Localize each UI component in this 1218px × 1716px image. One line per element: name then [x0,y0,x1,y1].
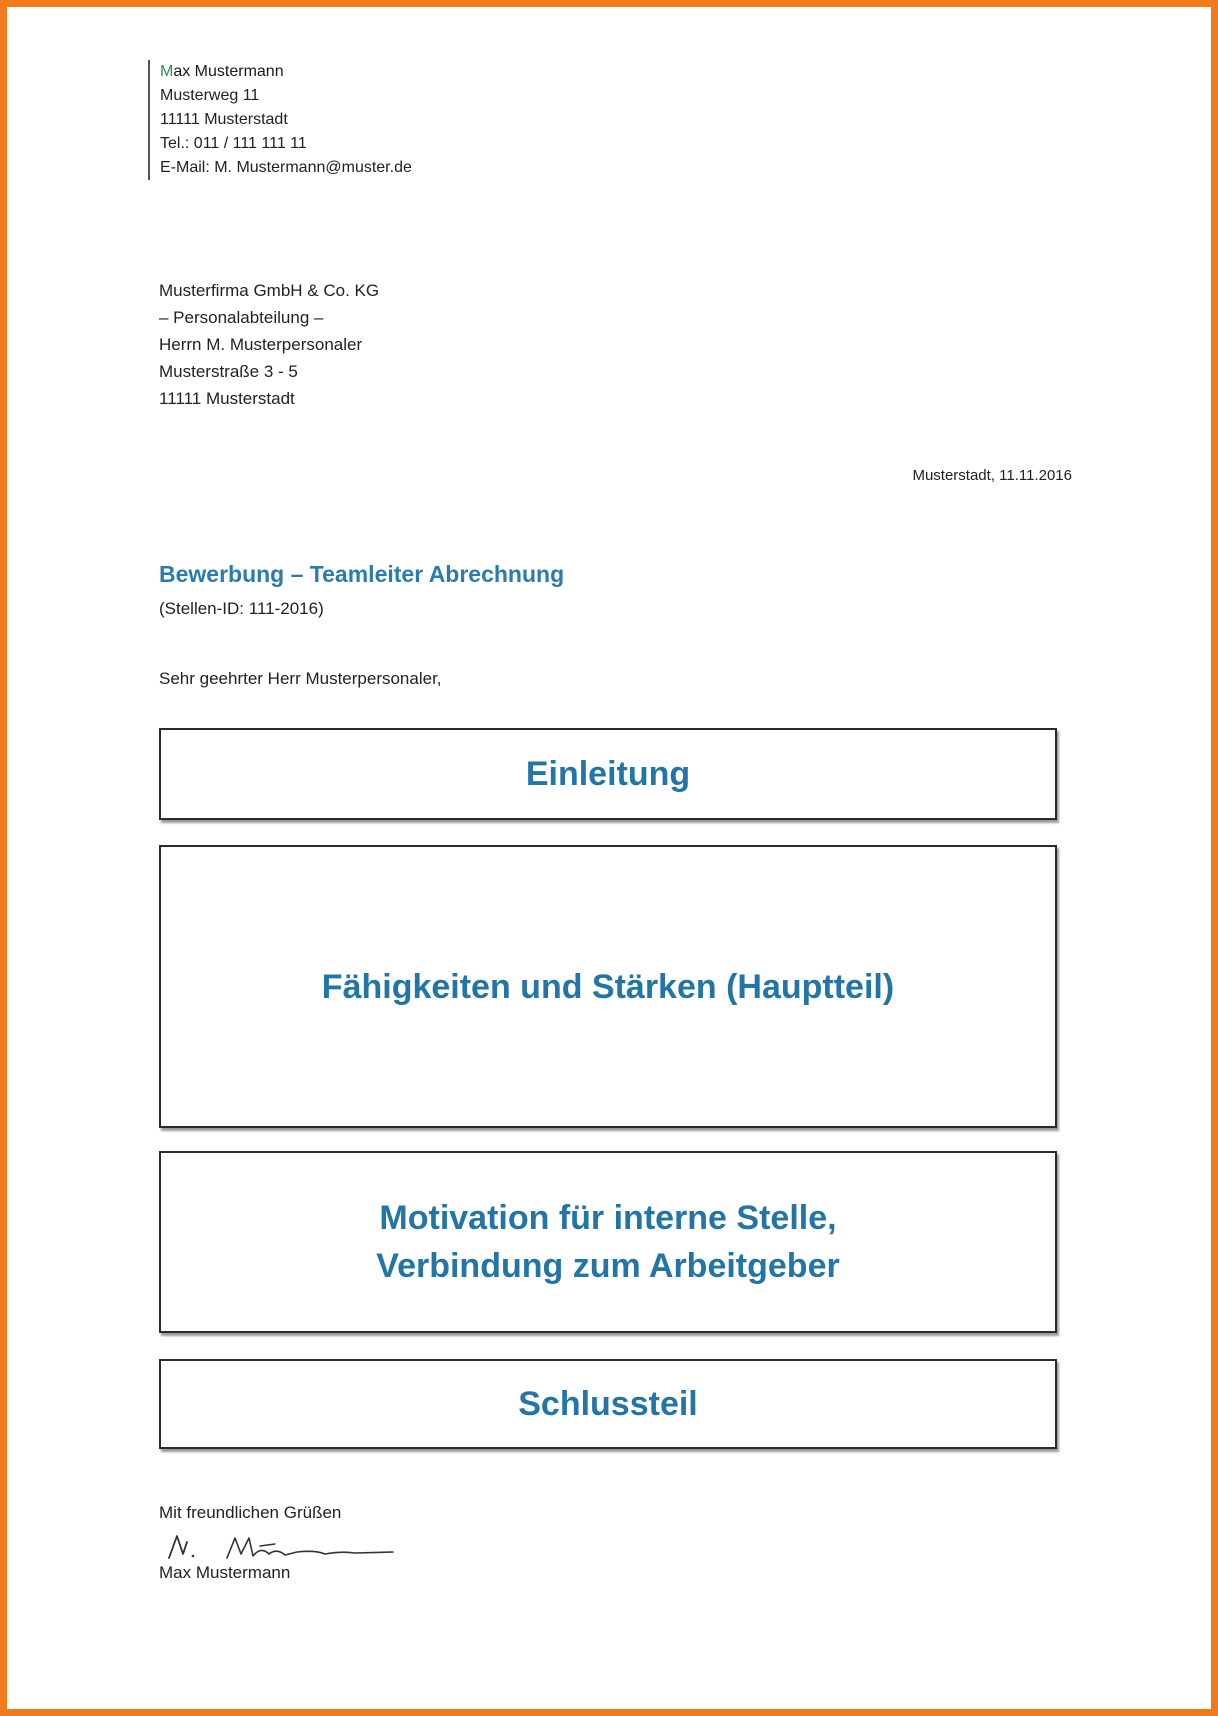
recipient-block [159,277,379,412]
sender-name [160,60,412,84]
section-intro-title: Einleitung [525,755,691,793]
letter-date: Musterstadt, 11.11.2016 [912,467,1072,484]
sender-email: E-Mail: M. Mustermann@muster.de [160,159,412,176]
section-intro-box [159,728,1057,820]
handwritten-signature [165,1528,395,1564]
section-conclusion-title: Schlussteil [518,1385,698,1423]
recipient-city: 11111 Musterstadt [159,389,295,408]
sender-phone: Tel.: 011 / 111 111 11 [160,135,307,152]
section-motivation-title: Motivation für interne Stelle, Verbindung zum Arbeitgeber [376,1199,840,1285]
recipient-contact: Herrn M. Musterpersonaler [159,335,363,354]
section-main-title: Fähigkeiten und Stärken (Hauptteil) [321,967,895,1006]
closing-phrase: Mit freundlichen Grüßen [159,1503,342,1522]
sender-name-initial: M [160,63,174,80]
sender-street: Musterweg 11 [160,87,260,104]
sender-name-rest: ax Mustermann [173,63,284,80]
section-conclusion-box [159,1359,1057,1449]
job-reference: (Stellen-ID: 111-2016) [159,599,324,618]
salutation: Sehr geehrter Herr Musterpersonaler, [159,669,442,688]
recipient-street: Musterstraße 3 - 5 [159,362,298,381]
signer-name: Max Mustermann [159,1563,291,1582]
section-motivation-box [159,1151,1057,1333]
sender-block [148,60,412,180]
section-main-box [159,845,1057,1128]
recipient-department: – Personalabteilung – [159,308,324,327]
recipient-company: Musterfirma GmbH & Co. KG [159,281,380,300]
sender-city: 11111 Musterstadt [160,111,288,128]
subject-line: Bewerbung – Teamleiter Abrechnung [159,561,565,587]
